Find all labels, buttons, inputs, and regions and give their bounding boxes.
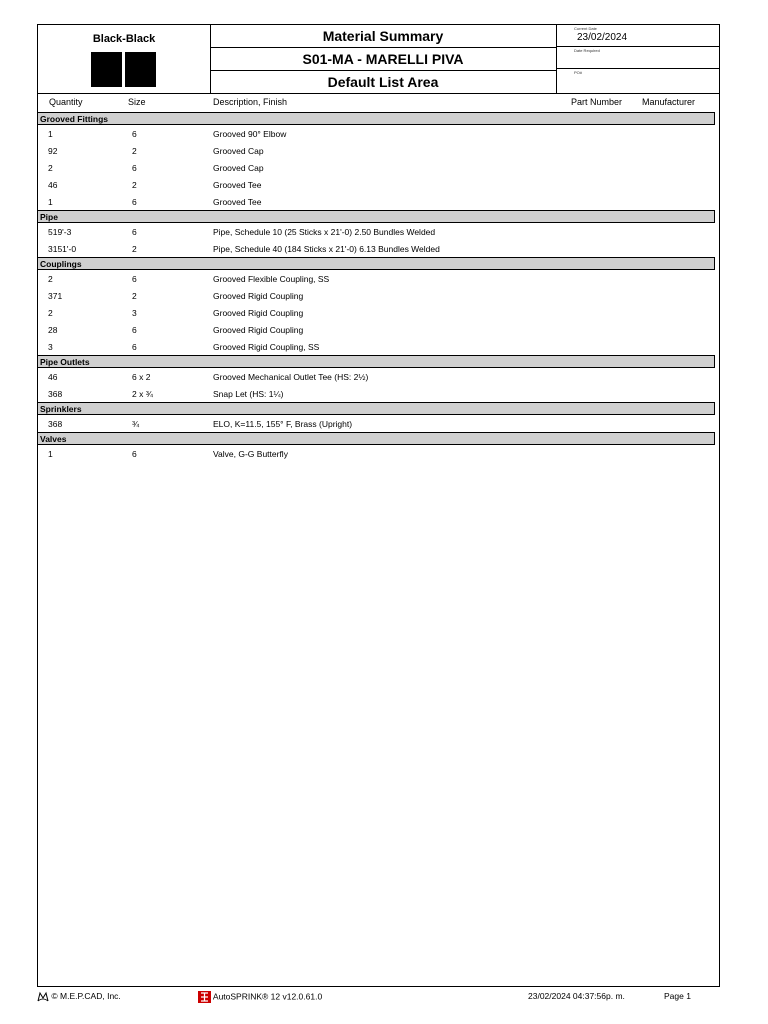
quantity-cell: 3151'-0 (48, 244, 77, 254)
section-title: Pipe (40, 212, 58, 222)
quantity-cell: 2 (48, 308, 53, 318)
table-row (38, 288, 719, 302)
list-area-name: Default List Area (327, 74, 439, 90)
section-header (38, 355, 715, 368)
section-header (38, 432, 715, 445)
table-row (38, 126, 719, 140)
column-header-part-number: Part Number (571, 97, 623, 107)
section-title: Grooved Fittings (40, 114, 108, 124)
size-cell: 6 (132, 342, 137, 352)
report-header (38, 25, 719, 94)
section-header (38, 112, 715, 125)
current-date-label: Current Date (574, 26, 597, 31)
size-cell: ¾ (132, 419, 140, 429)
section-header (38, 402, 715, 415)
description-cell: Grooved Rigid Coupling (213, 291, 304, 301)
description-cell: Grooved Flexible Coupling, SS (213, 274, 330, 284)
table-row (38, 160, 719, 174)
table-row (38, 271, 719, 285)
description-cell: Grooved Mechanical Outlet Tee (HS: 2½) (213, 372, 369, 382)
quantity-cell: 519'-3 (48, 227, 72, 237)
po-label: PO# (574, 70, 583, 75)
column-header-manufacturer: Manufacturer (642, 97, 696, 107)
quantity-cell: 1 (48, 129, 53, 139)
size-cell: 2 (132, 244, 137, 254)
size-cell: 2 (132, 291, 137, 301)
quantity-cell: 1 (48, 449, 53, 459)
table-row (38, 241, 719, 255)
section-header (38, 257, 715, 270)
size-cell: 6 (132, 129, 137, 139)
title-block (210, 25, 557, 93)
quantity-cell: 46 (48, 180, 58, 190)
company-logo-icon (91, 52, 157, 88)
mepcad-logo-icon (37, 991, 49, 1002)
description-cell: Pipe, Schedule 40 (184 Sticks x 21'-0) 6.13 Bundles Welded (213, 244, 440, 254)
description-cell: Grooved Tee (213, 180, 262, 190)
footer-copyright (37, 991, 121, 1002)
table-row (38, 177, 719, 191)
description-cell: ELO, K=11.5, 155° F, Brass (Upright) (213, 419, 353, 429)
table-row (38, 143, 719, 157)
size-cell: 2 (132, 180, 137, 190)
description-cell: Grooved Rigid Coupling (213, 308, 304, 318)
size-cell: 6 (132, 274, 137, 284)
quantity-cell: 46 (48, 372, 58, 382)
quantity-cell: 368 (48, 419, 63, 429)
company-name: Black-Black (92, 33, 156, 45)
description-cell: Grooved Rigid Coupling, SS (213, 342, 320, 352)
size-cell: 6 (132, 449, 137, 459)
current-date-value: 23/02/2024 (577, 32, 628, 43)
report-title: Material Summary (210, 25, 556, 48)
table-row (38, 386, 719, 400)
table-row (38, 305, 719, 319)
size-cell: 6 x 2 (132, 372, 151, 382)
size-cell: 6 (132, 163, 137, 173)
table-row (38, 416, 719, 430)
company-block (38, 25, 211, 93)
section-title: Couplings (40, 259, 82, 269)
description-cell: Grooved 90° Elbow (213, 129, 287, 139)
description-cell: Pipe, Schedule 10 (25 Sticks x 21'-0) 2.50 Bundles Welded (213, 227, 436, 237)
description-cell: Snap Let (HS: 1¼) (213, 389, 284, 399)
description-cell: Grooved Cap (213, 146, 264, 156)
table-row (38, 322, 719, 336)
material-summary-page (37, 24, 720, 987)
description-cell: Grooved Rigid Coupling (213, 325, 304, 335)
description-cell: Grooved Tee (213, 197, 262, 207)
size-cell: 6 (132, 197, 137, 207)
column-header-description: Description, Finish (213, 97, 288, 107)
quantity-cell: 2 (48, 163, 53, 173)
quantity-cell: 368 (48, 389, 63, 399)
table-row (38, 224, 719, 238)
section-header (38, 210, 715, 223)
size-cell: 6 (132, 325, 137, 335)
size-cell: 6 (132, 227, 137, 237)
quantity-cell: 3 (48, 342, 53, 352)
footer-print-datetime: 23/02/2024 04:37:56p. m. (528, 991, 625, 1001)
description-cell: Grooved Cap (213, 163, 264, 173)
footer-software (198, 991, 322, 1003)
software-version: AutoSPRINK® 12 v12.0.61.0 (212, 991, 323, 1002)
section-title: Pipe Outlets (40, 357, 90, 367)
date-block (556, 25, 719, 93)
section-title: Sprinklers (40, 404, 82, 414)
size-cell: 3 (132, 308, 137, 318)
table-row (38, 446, 719, 460)
table-row (38, 339, 719, 353)
section-title: Valves (40, 434, 67, 444)
quantity-cell: 92 (48, 146, 58, 156)
autosprink-logo-icon (198, 991, 211, 1003)
date-required-label: Date Required (574, 48, 600, 53)
quantity-cell: 1 (48, 197, 53, 207)
size-cell: 2 (132, 146, 137, 156)
table-row (38, 369, 719, 383)
quantity-cell: 371 (48, 291, 63, 301)
footer-page-number: Page 1 (664, 991, 691, 1001)
copyright-text: © M.E.P.CAD, Inc. (51, 991, 121, 1001)
quantity-cell: 2 (48, 274, 53, 284)
description-cell: Valve, G-G Butterfly (213, 449, 288, 459)
table-row (38, 194, 719, 208)
column-header-size: Size (128, 97, 146, 107)
quantity-cell: 28 (48, 325, 58, 335)
size-cell: 2 x ¾ (132, 389, 153, 399)
project-name: S01-MA - MARELLI PIVA (210, 48, 556, 71)
column-header-quantity: Quantity (49, 97, 83, 107)
